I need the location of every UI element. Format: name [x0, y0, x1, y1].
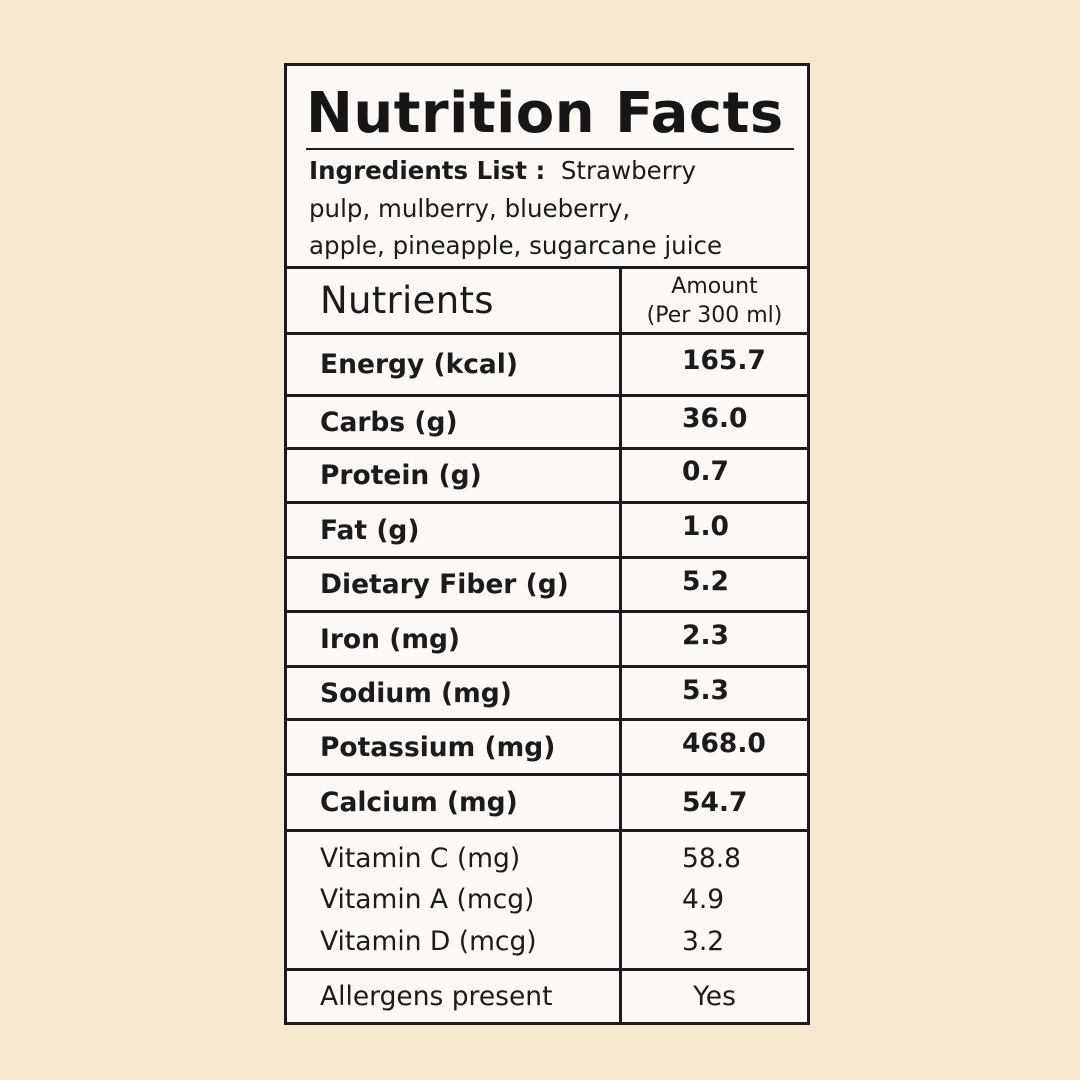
nutrient-name-potassium: Potassium (mg) [320, 731, 556, 763]
ingredients-line-2: pulp, mulberry, blueberry, [309, 193, 631, 223]
vitamin-name-d: Vitamin D (mcg) [320, 925, 537, 957]
nutrient-value-carbs: 36.0 [682, 403, 748, 434]
ingredients-list [309, 152, 801, 265]
vitamin-value-d: 3.2 [682, 925, 725, 957]
header-amount-label: Amount [671, 273, 758, 299]
nutrient-name-sodium: Sodium (mg) [320, 677, 512, 709]
table-column-divider [619, 266, 622, 1022]
nutrient-value-iron: 2.3 [682, 619, 729, 651]
ingredients-text-1: Strawberry [560, 156, 696, 185]
vitamin-name-a: Vitamin A (mcg) [320, 884, 535, 916]
nutrient-value-potassium: 468.0 [682, 728, 766, 759]
nutrient-value-fat: 1.0 [682, 511, 729, 542]
nutrient-name-iron: Iron (mg) [320, 623, 461, 655]
nutrient-value-sodium: 5.3 [682, 674, 729, 706]
nutrient-value-dietary-fiber: 5.2 [682, 565, 729, 597]
nutrient-value-energy: 165.7 [682, 344, 766, 376]
ingredients-line-1 [309, 152, 801, 190]
vitamin-value-c: 58.8 [682, 842, 742, 874]
header-amount [622, 269, 807, 332]
nutrient-name-fat: Fat (g) [320, 514, 420, 546]
allergens-label: Allergens present [320, 981, 553, 1012]
header-amount-serving: (Per 300 ml) [646, 302, 783, 328]
vitamin-value-a: 4.9 [682, 884, 725, 916]
nutrient-value-protein: 0.7 [682, 456, 729, 487]
ingredients-line-3: apple, pineapple, sugarcane juice [309, 231, 723, 260]
ingredients-label: Ingredients List : [309, 156, 546, 185]
nutrient-name-protein: Protein (g) [320, 460, 482, 491]
page-title: Nutrition Facts [306, 80, 794, 150]
vitamin-name-c: Vitamin C (mg) [320, 842, 521, 874]
vitamin-values [682, 832, 802, 968]
allergens-value: Yes [693, 981, 736, 1012]
header-nutrients: Nutrients [320, 279, 494, 322]
vitamin-names [320, 832, 616, 968]
nutrient-table [287, 266, 807, 1022]
nutrient-name-energy: Energy (kcal) [320, 349, 518, 380]
nutrient-name-calcium: Calcium (mg) [320, 787, 518, 818]
nutrient-name-carbs: Carbs (g) [320, 406, 458, 438]
nutrition-facts-label [284, 63, 810, 1025]
nutrient-value-calcium: 54.7 [682, 787, 748, 818]
nutrient-name-dietary-fiber: Dietary Fiber (g) [320, 569, 569, 600]
